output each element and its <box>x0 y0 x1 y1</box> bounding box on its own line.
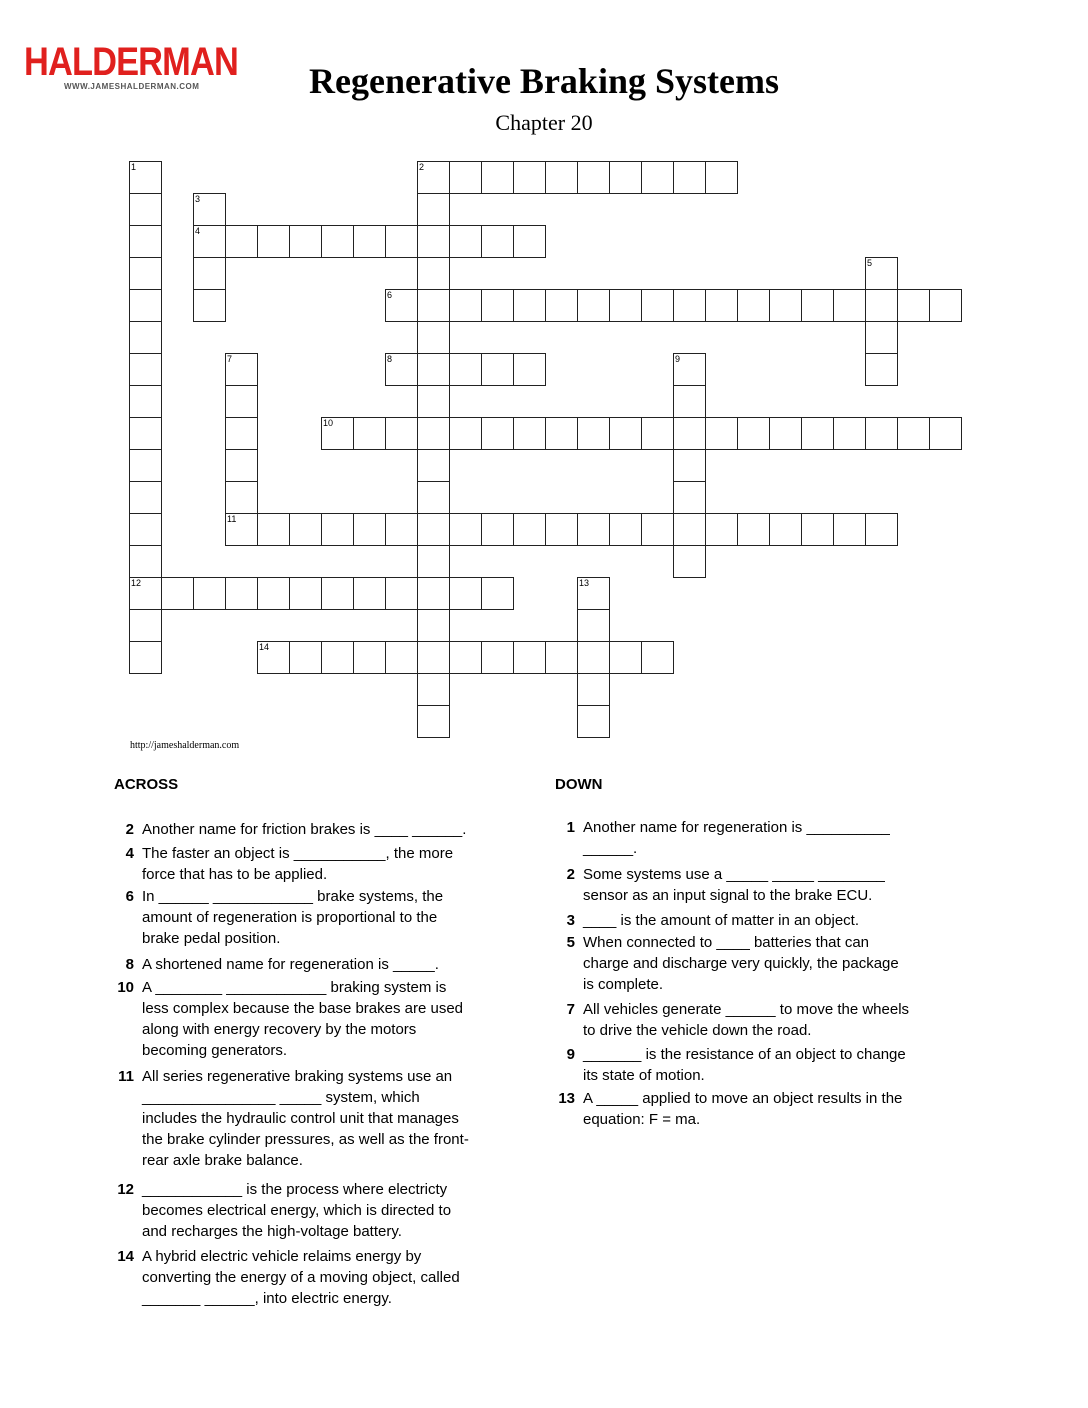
crossword-cell[interactable] <box>417 257 450 290</box>
clue-line: becoming generators. <box>142 1042 288 1059</box>
crossword-cell[interactable] <box>417 161 450 194</box>
across-clue-text <box>134 1066 469 1171</box>
clue-line: rear axle brake balance. <box>142 1152 303 1169</box>
crossword-cell[interactable] <box>481 289 514 322</box>
across-clue-number: 2 <box>125 821 134 838</box>
crossword-cell[interactable] <box>705 417 738 450</box>
across-clue-number: 11 <box>118 1068 134 1085</box>
crossword-cell[interactable] <box>865 417 898 450</box>
down-clue-text <box>575 1044 906 1086</box>
crossword-cell[interactable] <box>417 577 450 610</box>
crossword-cell[interactable] <box>449 289 482 322</box>
across-clue-number: 8 <box>125 956 134 973</box>
down-clue-text <box>575 932 899 995</box>
crossword-cell[interactable] <box>577 609 610 642</box>
clue-line: along with energy recovery by the motors <box>142 1021 417 1038</box>
crossword-cell[interactable] <box>449 641 482 674</box>
crossword-cell[interactable] <box>673 449 706 482</box>
crossword-cell[interactable] <box>417 193 450 226</box>
crossword-cell[interactable] <box>225 225 258 258</box>
page-subtitle: Chapter 20 <box>495 110 593 135</box>
crossword-cell[interactable] <box>769 417 802 450</box>
clue-line: When connected to ____ batteries that can <box>583 934 870 951</box>
crossword-cell[interactable] <box>129 417 162 450</box>
crossword-cell[interactable] <box>513 513 546 546</box>
crossword-cell[interactable] <box>609 417 642 450</box>
across-heading: ACROSS <box>114 776 179 793</box>
crossword-cell[interactable] <box>865 353 898 386</box>
crossword-cell[interactable] <box>897 417 930 450</box>
down-clue-number: 13 <box>558 1090 575 1107</box>
clue-number: 1 <box>131 162 137 172</box>
down-clue <box>545 999 909 1041</box>
across-clue <box>104 1246 460 1309</box>
crossword-cell[interactable] <box>673 385 706 418</box>
clue-line: A shortened name for regeneration is _____. <box>142 956 439 973</box>
crossword-cell[interactable] <box>577 641 610 674</box>
crossword-cell[interactable] <box>257 577 290 610</box>
crossword-cell[interactable] <box>513 225 546 258</box>
crossword-cell[interactable] <box>641 641 674 674</box>
clue-line: Another name for regeneration is __________ <box>583 819 890 836</box>
crossword-cell[interactable] <box>705 513 738 546</box>
crossword-cell[interactable] <box>417 321 450 354</box>
crossword-cell[interactable] <box>481 641 514 674</box>
crossword-cell[interactable] <box>865 257 898 290</box>
across-clue <box>104 843 453 885</box>
clue-line: charge and discharge very quickly, the package <box>583 955 899 972</box>
crossword-cell[interactable] <box>385 641 418 674</box>
crossword-cell[interactable] <box>513 417 546 450</box>
down-clue-text <box>575 817 890 859</box>
clue-line: All vehicles generate ______ to move the wheels <box>583 1001 910 1018</box>
crossword-cell[interactable] <box>225 353 258 386</box>
crossword-cell[interactable] <box>673 513 706 546</box>
crossword-cell[interactable] <box>481 577 514 610</box>
crossword-cell[interactable] <box>673 481 706 514</box>
crossword-cell[interactable] <box>833 289 866 322</box>
down-clue <box>545 932 899 995</box>
crossword-cell[interactable] <box>513 161 546 194</box>
crossword-cell[interactable] <box>481 513 514 546</box>
across-clue-text <box>134 977 463 1061</box>
clue-line: force that has to be applied. <box>142 866 328 883</box>
crossword-cell[interactable] <box>641 161 674 194</box>
clue-line: _______ is the resistance of an object to change <box>583 1046 906 1063</box>
down-heading: DOWN <box>555 776 603 793</box>
crossword-cell[interactable] <box>193 289 226 322</box>
crossword-cell[interactable] <box>673 545 706 578</box>
down-clue-text <box>575 864 885 906</box>
clue-number: 14 <box>259 642 270 652</box>
crossword-cell[interactable] <box>129 193 162 226</box>
across-clue <box>104 819 466 840</box>
crossword-cell[interactable] <box>641 289 674 322</box>
crossword-cell[interactable] <box>545 513 578 546</box>
clue-line: is complete. <box>583 976 664 993</box>
across-clue <box>104 977 463 1061</box>
crossword-cell[interactable] <box>833 417 866 450</box>
crossword-cell[interactable] <box>417 705 450 738</box>
crossword-cell[interactable] <box>417 481 450 514</box>
crossword-cell[interactable] <box>129 257 162 290</box>
across-clue <box>104 1179 451 1242</box>
logo-wordmark: HALDERMAN <box>24 40 238 84</box>
crossword-cell[interactable] <box>385 353 418 386</box>
crossword-cell[interactable] <box>577 513 610 546</box>
across-clue <box>104 886 443 949</box>
across-clue-text <box>134 1179 451 1242</box>
crossword-cell[interactable] <box>129 225 162 258</box>
crossword-cell[interactable] <box>673 161 706 194</box>
crossword-cell[interactable] <box>129 609 162 642</box>
clue-line: All series regenerative braking systems use an <box>142 1068 453 1085</box>
crossword-cell[interactable] <box>449 577 482 610</box>
crossword-cell[interactable] <box>449 417 482 450</box>
clue-number: 10 <box>323 418 334 428</box>
crossword-cell[interactable] <box>417 417 450 450</box>
crossword-cell[interactable] <box>929 289 962 322</box>
crossword-cell[interactable] <box>769 513 802 546</box>
down-clue <box>545 1088 902 1130</box>
crossword-cell[interactable] <box>289 641 322 674</box>
down-clue-number: 2 <box>566 866 575 883</box>
crossword-cell[interactable] <box>353 513 386 546</box>
crossword-cell[interactable] <box>385 417 418 450</box>
crossword-cell[interactable] <box>449 225 482 258</box>
crossword-cell[interactable] <box>385 225 418 258</box>
clue-line: Some systems use a _____ _____ ________ <box>583 866 885 883</box>
crossword-cell[interactable] <box>865 289 898 322</box>
crossword-cell[interactable] <box>577 289 610 322</box>
crossword-cell[interactable] <box>385 577 418 610</box>
crossword-cell[interactable] <box>449 513 482 546</box>
crossword-cell[interactable] <box>737 417 770 450</box>
crossword-cell[interactable] <box>129 641 162 674</box>
clue-line: includes the hydraulic control unit that manages <box>142 1110 459 1127</box>
clue-line: Another name for friction brakes is ____ ______. <box>142 821 467 838</box>
across-clue-text <box>134 1246 460 1309</box>
crossword-cell[interactable] <box>609 289 642 322</box>
crossword-cell[interactable] <box>481 353 514 386</box>
across-clue-number: 12 <box>117 1181 134 1198</box>
crossword-cell[interactable] <box>417 513 450 546</box>
crossword-cell[interactable] <box>321 417 354 450</box>
crossword-cell[interactable] <box>449 161 482 194</box>
clue-line: ________________ _____ system, which <box>142 1089 420 1106</box>
clue-line: and recharges the high-voltage battery. <box>142 1223 402 1240</box>
page-title: Regenerative Braking Systems <box>309 61 779 101</box>
down-clue-number: 9 <box>566 1046 575 1063</box>
clue-number: 9 <box>675 354 681 364</box>
crossword-cell[interactable] <box>129 577 162 610</box>
down-clue-number: 7 <box>566 1001 575 1018</box>
across-clue <box>104 954 439 975</box>
crossword-cell[interactable] <box>641 513 674 546</box>
crossword-cell[interactable] <box>705 289 738 322</box>
clue-line: equation: F = ma. <box>583 1111 701 1128</box>
crossword-cell[interactable] <box>417 289 450 322</box>
crossword-cell[interactable] <box>833 513 866 546</box>
crossword-cell[interactable] <box>129 321 162 354</box>
crossword-cell[interactable] <box>289 225 322 258</box>
crossword-cell[interactable] <box>609 161 642 194</box>
crossword-cell[interactable] <box>129 161 162 194</box>
crossword-cell[interactable] <box>705 161 738 194</box>
clue-line: its state of motion. <box>583 1067 705 1084</box>
crossword-cell[interactable] <box>193 193 226 226</box>
across-clue-text <box>134 886 443 949</box>
crossword-cell[interactable] <box>417 449 450 482</box>
clue-line: becomes electrical energy, which is directed to <box>142 1202 452 1219</box>
crossword-cell[interactable] <box>321 225 354 258</box>
clue-number: 3 <box>195 194 201 204</box>
crossword-cell[interactable] <box>385 513 418 546</box>
across-clue-text <box>134 843 453 885</box>
down-clue-text <box>575 999 909 1041</box>
clue-line: the brake cylinder pressures, as well as the front- <box>142 1131 469 1148</box>
crossword-cell[interactable] <box>417 225 450 258</box>
across-clue-number: 14 <box>117 1248 134 1265</box>
down-clue <box>545 910 859 931</box>
crossword-cell[interactable] <box>577 705 610 738</box>
down-clue <box>545 1044 906 1086</box>
crossword-cell[interactable] <box>577 161 610 194</box>
crossword-cell[interactable] <box>897 289 930 322</box>
crossword-cell[interactable] <box>225 513 258 546</box>
crossword-cell[interactable] <box>481 417 514 450</box>
crossword-cell[interactable] <box>193 225 226 258</box>
crossword-cell[interactable] <box>225 385 258 418</box>
crossword-cell[interactable] <box>609 513 642 546</box>
crossword-cell[interactable] <box>257 513 290 546</box>
crossword-cell[interactable] <box>353 225 386 258</box>
clue-line: The faster an object is ___________, the more <box>142 845 454 862</box>
down-clue-text <box>575 1088 902 1130</box>
crossword-cell[interactable] <box>449 353 482 386</box>
crossword-cell[interactable] <box>673 417 706 450</box>
crossword-cell[interactable] <box>545 161 578 194</box>
crossword-cell[interactable] <box>865 321 898 354</box>
crossword-cell[interactable] <box>481 161 514 194</box>
crossword-cell[interactable] <box>577 577 610 610</box>
clue-line: ______. <box>583 840 638 857</box>
clue-number: 6 <box>387 290 393 300</box>
clue-line: converting the energy of a moving object, called <box>142 1269 460 1286</box>
crossword-cell[interactable] <box>417 673 450 706</box>
clue-line: In ______ ____________ brake systems, the <box>142 888 444 905</box>
down-clue <box>545 864 885 906</box>
crossword-cell[interactable] <box>545 641 578 674</box>
clue-line: less complex because the base brakes are used <box>142 1000 464 1017</box>
across-clue-number: 4 <box>125 845 134 862</box>
crossword-cell[interactable] <box>577 673 610 706</box>
down-clue-text <box>575 910 859 931</box>
crossword-cell[interactable] <box>225 577 258 610</box>
crossword-cell[interactable] <box>321 577 354 610</box>
crossword-cell[interactable] <box>545 417 578 450</box>
crossword-cell[interactable] <box>513 353 546 386</box>
clue-line: A hybrid electric vehicle relaims energy by <box>142 1248 422 1265</box>
crossword-cell[interactable] <box>417 641 450 674</box>
crossword-cell[interactable] <box>577 417 610 450</box>
clue-line: brake pedal position. <box>142 930 281 947</box>
crossword-cell[interactable] <box>737 513 770 546</box>
crossword-cell[interactable] <box>225 449 258 482</box>
crossword-cell[interactable] <box>321 513 354 546</box>
down-clue-number: 3 <box>566 912 575 929</box>
across-clue-number: 6 <box>125 888 134 905</box>
crossword-cell[interactable] <box>769 289 802 322</box>
clue-number: 2 <box>419 162 425 172</box>
clue-line: sensor as an input signal to the brake ECU. <box>583 887 873 904</box>
crossword-cell[interactable] <box>929 417 962 450</box>
crossword-cell[interactable] <box>129 385 162 418</box>
crossword-cell[interactable] <box>353 577 386 610</box>
crossword-cell[interactable] <box>385 289 418 322</box>
crossword-cell[interactable] <box>417 609 450 642</box>
clue-line: ____________ is the process where electricty <box>142 1181 448 1198</box>
clue-line: to drive the vehicle down the road. <box>583 1022 812 1039</box>
clue-number: 4 <box>195 226 201 236</box>
crossword-cell[interactable] <box>417 353 450 386</box>
crossword-cell[interactable] <box>225 417 258 450</box>
clue-line: ____ is the amount of matter in an object. <box>583 912 859 929</box>
clue-line: A ________ ____________ braking system is <box>142 979 447 996</box>
clue-number: 11 <box>227 514 237 524</box>
down-clue-number: 1 <box>566 819 575 836</box>
crossword-cell[interactable] <box>289 577 322 610</box>
crossword-cell[interactable] <box>673 289 706 322</box>
crossword-cell[interactable] <box>129 481 162 514</box>
down-clue <box>545 817 890 859</box>
clue-number: 12 <box>131 578 142 588</box>
crossword-cell[interactable] <box>609 641 642 674</box>
crossword-cell[interactable] <box>801 289 834 322</box>
crossword-cell[interactable] <box>513 641 546 674</box>
crossword-cell[interactable] <box>513 289 546 322</box>
footer-url: http://jameshalderman.com <box>130 740 240 751</box>
crossword-cell[interactable] <box>161 577 194 610</box>
crossword-cell[interactable] <box>641 417 674 450</box>
crossword-cell[interactable] <box>417 545 450 578</box>
clue-number: 13 <box>579 578 590 588</box>
crossword-cell[interactable] <box>481 225 514 258</box>
across-clue <box>104 1066 469 1171</box>
across-clue-number: 10 <box>117 979 134 996</box>
crossword-cell[interactable] <box>193 577 226 610</box>
across-clue-text <box>134 954 439 975</box>
crossword-cell[interactable] <box>129 289 162 322</box>
crossword-cell[interactable] <box>865 513 898 546</box>
clue-number: 8 <box>387 354 393 364</box>
crossword-cell[interactable] <box>737 289 770 322</box>
crossword-cell[interactable] <box>321 641 354 674</box>
crossword-cell[interactable] <box>801 417 834 450</box>
crossword-cell[interactable] <box>289 513 322 546</box>
crossword-cell[interactable] <box>353 417 386 450</box>
clue-line: _______ ______, into electric energy. <box>142 1290 392 1307</box>
crossword-cell[interactable] <box>225 481 258 514</box>
crossword-cell[interactable] <box>129 513 162 546</box>
clue-line: amount of regeneration is proportional to the <box>142 909 438 926</box>
crossword-cell[interactable] <box>417 385 450 418</box>
crossword-cell[interactable] <box>545 289 578 322</box>
logo-url: WWW.JAMESHALDERMAN.COM <box>64 82 200 91</box>
clue-line: A _____ applied to move an object results in the <box>583 1090 903 1107</box>
crossword-cell[interactable] <box>673 353 706 386</box>
crossword-cell[interactable] <box>129 545 162 578</box>
crossword-cell[interactable] <box>801 513 834 546</box>
crossword-cell[interactable] <box>129 353 162 386</box>
crossword-cell[interactable] <box>129 449 162 482</box>
clue-number: 7 <box>227 354 233 364</box>
down-clue-number: 5 <box>566 934 575 951</box>
clue-number: 5 <box>867 258 873 268</box>
crossword-cell[interactable] <box>193 257 226 290</box>
crossword-cell[interactable] <box>257 225 290 258</box>
crossword-cell[interactable] <box>257 641 290 674</box>
crossword-cell[interactable] <box>353 641 386 674</box>
across-clue-text <box>134 819 466 840</box>
